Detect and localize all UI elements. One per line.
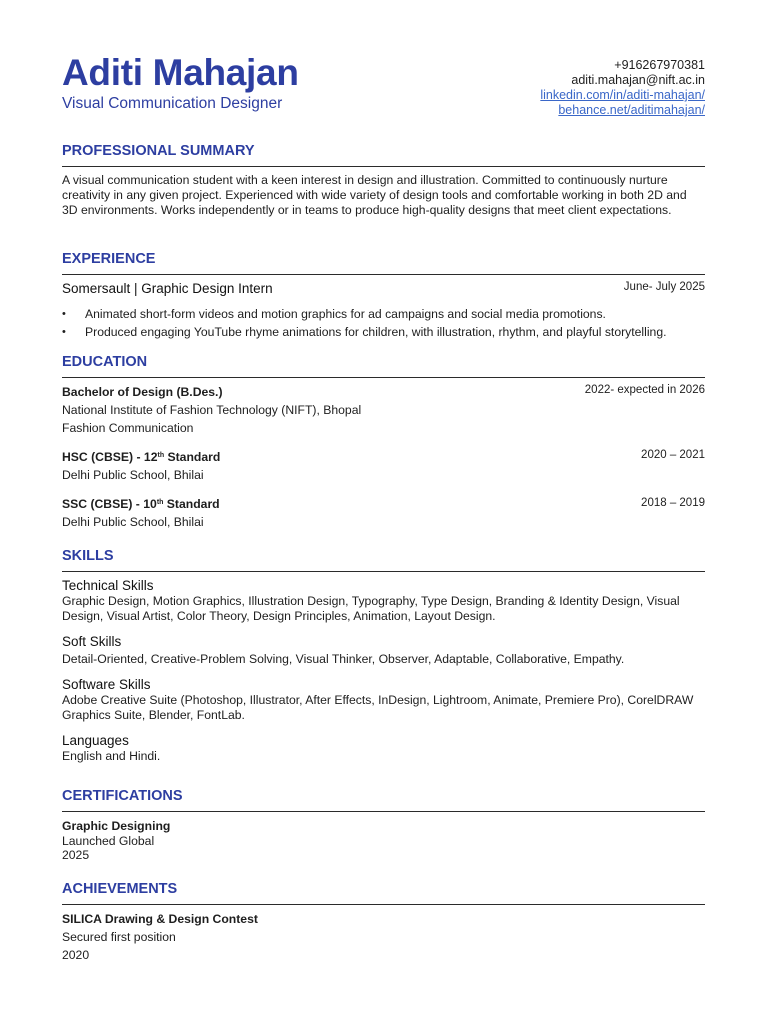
experience-bullets	[62, 305, 705, 341]
degree-date: 2022- expected in 2026	[584, 384, 705, 396]
soft-skills-text: Detail-Oriented, Creative-Problem Solving, Visual Thinker, Observer, Adaptable, Collaborative, Empathy.	[62, 652, 625, 666]
degree-name: Bachelor of Design (B.Des.)	[62, 385, 223, 399]
hsc-title: HSC (CBSE) - 12th Standard	[62, 450, 221, 464]
experience-entry	[62, 280, 705, 298]
section-divider	[62, 571, 705, 572]
skills-section	[62, 548, 705, 764]
hsc-date: 2020 – 2021	[641, 449, 705, 461]
experience-section	[62, 251, 705, 341]
education-section	[62, 354, 705, 531]
achievement-detail: Secured first position	[62, 930, 176, 944]
experience-date: June- July 2025	[623, 281, 705, 293]
certifications-section	[62, 788, 705, 863]
degree-major: Fashion Communication	[62, 421, 194, 435]
email-address: aditi.mahajan@nift.ac.in	[571, 73, 705, 87]
software-skills-label: Software Skills	[62, 677, 151, 692]
education-entry	[62, 383, 705, 401]
ssc-title: SSC (CBSE) - 10th Standard	[62, 497, 220, 511]
section-title-achievements: ACHIEVEMENTS	[62, 881, 178, 897]
technical-skills-label: Technical Skills	[62, 578, 154, 593]
phone-number: +916267970381	[614, 58, 705, 72]
section-divider	[62, 274, 705, 275]
hsc-school: Delhi Public School, Bhilai	[62, 468, 204, 482]
certification-year: 2025	[62, 848, 90, 862]
linkedin-link[interactable]: linkedin.com/in/aditi-mahajan/	[540, 88, 705, 102]
candidate-role: Visual Communication Designer	[62, 95, 283, 112]
achievement-name: SILICA Drawing & Design Contest	[62, 912, 258, 926]
ssc-date: 2018 – 2019	[641, 497, 705, 509]
section-divider	[62, 904, 705, 905]
contact-block	[540, 58, 705, 118]
section-title-experience: EXPERIENCE	[62, 251, 156, 267]
languages-text: English and Hindi.	[62, 749, 161, 763]
list-item: • Produced engaging YouTube rhyme animations for children, with illustration, rhythm, and playful storytelling.	[62, 323, 705, 341]
resume-page	[62, 0, 705, 1024]
summary-text: A visual communication student with a keen interest in design and illustration. Committed to continuously nurture creativity in any given project. Experienced with wide variety of design tools and comfortable working in both 2D and 3D environments. Works independently or in teams to produce high-quality designs that meet client expectations.	[62, 173, 687, 217]
achievements-section	[62, 881, 705, 964]
section-title-certifications: CERTIFICATIONS	[62, 788, 183, 804]
behance-link[interactable]: behance.net/aditimahajan/	[558, 103, 705, 117]
achievement-year: 2020	[62, 948, 90, 962]
languages-label: Languages	[62, 733, 129, 748]
section-title-skills: SKILLS	[62, 548, 114, 564]
software-skills-text: Adobe Creative Suite (Photoshop, Illustrator, After Effects, InDesign, Lightroom, Animate, Premiere Pro), CorelDRAW Graphics Suite, Blender, FontLab.	[62, 693, 694, 722]
section-title-summary: PROFESSIONAL SUMMARY	[62, 143, 255, 159]
experience-role: Somersault | Graphic Design Intern	[62, 281, 273, 296]
list-item: • Animated short-form videos and motion graphics for ad campaigns and social media promotions.	[62, 305, 705, 323]
education-entry	[62, 495, 705, 513]
section-title-education: EDUCATION	[62, 354, 148, 370]
education-entry	[62, 448, 705, 466]
section-divider	[62, 811, 705, 812]
technical-skills-text: Graphic Design, Motion Graphics, Illustration Design, Typography, Type Design, Branding & Identity Design, Visual Design, Visual Artist, Color Theory, Design Principles, Animation, Layout Design.	[62, 594, 680, 623]
section-divider	[62, 166, 705, 167]
soft-skills-label: Soft Skills	[62, 634, 122, 649]
summary-section	[62, 143, 705, 218]
section-divider	[62, 377, 705, 378]
certification-issuer: Launched Global	[62, 834, 155, 848]
certification-name: Graphic Designing	[62, 819, 171, 833]
candidate-name: Aditi Mahajan	[62, 52, 299, 93]
degree-school: National Institute of Fashion Technology (NIFT), Bhopal	[62, 403, 362, 417]
ssc-school: Delhi Public School, Bhilai	[62, 515, 204, 529]
